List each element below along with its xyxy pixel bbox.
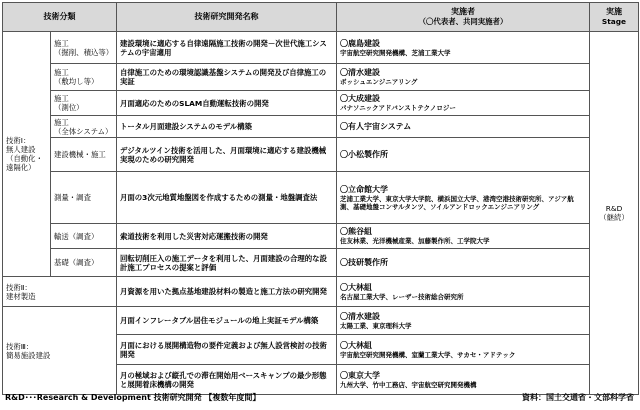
lead-org: 〇鹿島建設 (340, 38, 380, 48)
project-name: 月の極域および縦孔での滞在開始用ベースキャンプの最少形態と展開着床機構の開発 (117, 365, 337, 395)
partner-orgs: 住友林業、光洋機械産業、加藤製作所、工学院大学 (340, 237, 490, 245)
group-1-label: 技術Ⅰ： 無人建設 （自動化・ 遠隔化） (3, 32, 51, 277)
implementer-cell (337, 32, 590, 64)
header-name: 技術研究開発名称 (117, 3, 337, 32)
implementer-cell (337, 277, 590, 307)
implementer-cell (337, 172, 590, 224)
project-name: 自律施工のための環境認識基盤システムの開発及び自律施工の実証 (117, 64, 337, 91)
lead-org: 〇熊谷組 (340, 227, 372, 236)
partner-orgs: 宇宙航空研究開発機構、芝浦工業大学 (340, 48, 451, 57)
partner-orgs: ボッシュエンジニアリング (340, 78, 418, 86)
lead-org: 〇大林組 (340, 340, 372, 350)
lead-org: 〇小松製作所 (340, 149, 388, 159)
table-row (3, 172, 639, 224)
implementer-cell (337, 91, 590, 116)
header-category: 技術分類 (3, 3, 117, 32)
table-row (3, 307, 639, 335)
project-name: トータル月面建設システムのモデル構築 (117, 116, 337, 138)
lead-org: 〇東京大学 (340, 370, 380, 380)
implementer-cell (337, 64, 590, 91)
table-row (3, 224, 639, 249)
header-implementer-title: 実施者 (451, 7, 475, 16)
project-name: デジタルツイン技術を活用した、月面環境に適応する建設機械実現のための研究開発 (117, 138, 337, 172)
implementer-cell (337, 307, 590, 335)
project-name: 建設環境に適応する自律遠隔施工技術の開発－次世代施工システムの宇宙適用 (117, 32, 337, 64)
project-name: 索道技術を利用した災害対応運搬技術の開発 (117, 224, 337, 249)
project-name: 月資源を用いた拠点基地建設材料の製造と施工方法の研究開発 (117, 277, 337, 307)
header-implementer (337, 3, 590, 32)
header-stage-title: 実施 (606, 7, 622, 16)
group-3-label: 技術Ⅲ： 簡易施設建設 (3, 307, 117, 395)
project-name: 月面における展開構造物の要件定義および無人設営検討の技術開発 (117, 335, 337, 365)
project-name: 回転切削圧入の施工データを利用した、月面建設の合理的な設計施工プロセスの提案と評価 (117, 249, 337, 277)
table-row (3, 249, 639, 277)
subcategory: 測量・調査 (51, 172, 117, 224)
footer-note: R&D･･･Research & Development 技術研究開発 【複数年度間】 (5, 393, 261, 402)
project-name: 月面インフレータブル居住モジュールの地上実証モデル構築 (117, 307, 337, 335)
subcategory: 施工 （掘削、積込等） (51, 32, 117, 64)
subcategory: 施工 （敷均し等） (51, 64, 117, 91)
lead-org: 〇大林組 (340, 282, 372, 292)
header-stage-subtitle: Stage (601, 17, 627, 26)
header-implementer-subtitle: （〇代表者、共同実施者） (418, 17, 508, 26)
table-header-row (3, 3, 639, 32)
subcategory: 基礎（調査） (51, 249, 117, 277)
partner-orgs: 名古屋工業大学、レーザー技術総合研究所 (340, 292, 464, 301)
subcategory: 施工 （測位） (51, 91, 117, 116)
table-row (3, 138, 639, 172)
group-2-label: 技術Ⅱ： 建材製造 (3, 277, 117, 307)
partner-orgs: 太陽工業、東京理科大学 (340, 321, 412, 330)
project-name: 月面適応のためのSLAM自動運転技術の開発 (117, 91, 337, 116)
stage-value: R&D （継続） (590, 32, 639, 395)
table-row (3, 91, 639, 116)
implementer-cell (337, 138, 590, 172)
partner-orgs: パナソニックアドバンストテクノロジー (340, 104, 456, 112)
partner-orgs: 宇宙航空研究開発機構、室蘭工業大学、サカセ・アドテック (340, 350, 516, 359)
lead-org: 〇清水建設 (340, 68, 380, 77)
lead-org: 〇大成建設 (340, 94, 380, 103)
table-row (3, 64, 639, 91)
footer-source: 資料：国土交通省・文部科学省 (522, 393, 634, 402)
lead-org: 〇有人宇宙システム (340, 121, 412, 131)
project-name: 月面の3次元地質地盤図を作成するための測量・地盤調査法 (117, 172, 337, 224)
table-row (3, 32, 639, 64)
table-row (3, 116, 639, 138)
implementer-cell (337, 335, 590, 365)
partner-orgs: 九州大学、竹中工務店、宇宙航空研究開発機構 (340, 380, 477, 389)
lead-org: 〇立命館大学 (340, 184, 388, 194)
lead-org: 〇技研製作所 (340, 257, 388, 267)
table-row (3, 277, 639, 307)
subcategory: 建設機械・施工 (51, 138, 117, 172)
implementer-cell (337, 365, 590, 395)
technology-table (2, 2, 639, 395)
implementer-cell (337, 224, 590, 249)
subcategory: 輸送（調査） (51, 224, 117, 249)
lead-org: 〇清水建設 (340, 311, 380, 321)
header-stage (590, 3, 639, 32)
subcategory: 施工 （全体システム） (51, 116, 117, 138)
implementer-cell (337, 116, 590, 138)
implementer-cell (337, 249, 590, 277)
partner-orgs: 芝浦工業大学、東京大学大学院、横浜国立大学、港湾空港技術研究所、アジア航測、基礎地盤コンサルタンツ、ソイルアンドロックエンジニアリング (340, 194, 574, 211)
